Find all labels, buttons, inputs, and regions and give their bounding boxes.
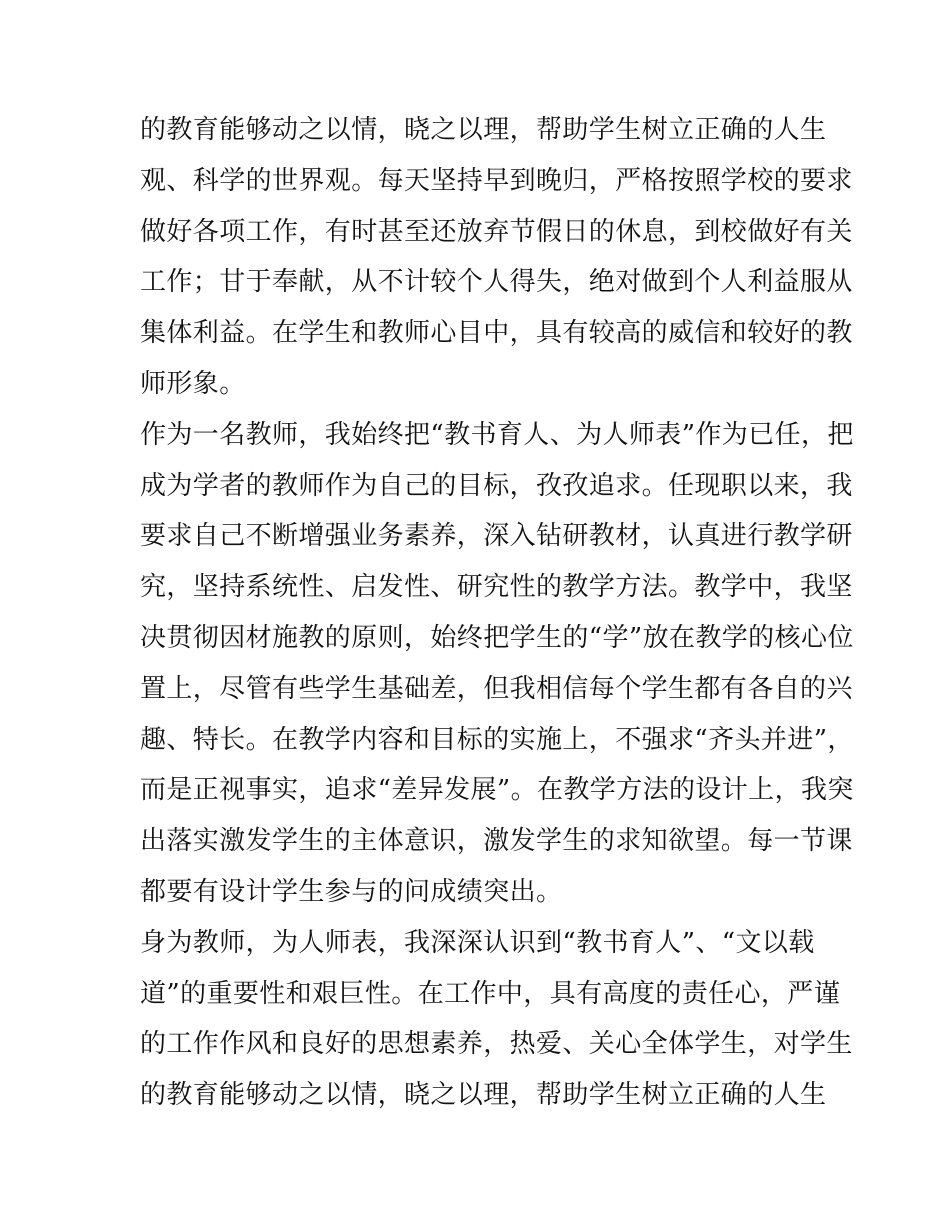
text-line: 成为学者的教师作为自己的目标，孜孜追求。任现职以来，我 [140, 471, 853, 501]
text-line: 究，坚持系统性、启发性、研究性的教学方法。教学中，我坚 [140, 572, 853, 602]
text-line: 工作；甘于奉献，从不计较个人得失，绝对做到个人利益服从 [140, 267, 853, 297]
text-line: 趣、特长。在教学内容和目标的实施上，不强求“齐头并进”， [140, 725, 854, 755]
text-line: 作为一名教师，我始终把“教书育人、为人师表”作为已任，把 [140, 420, 854, 450]
text-line: 决贯彻因材施教的原则，始终把学生的“学”放在教学的核心位 [140, 623, 854, 653]
text-line: 置上，尽管有些学生基础差，但我相信每个学生都有各自的兴 [140, 674, 853, 704]
text-line: 出落实激发学生的主体意识，激发学生的求知欲望。每一节课 [140, 826, 853, 856]
text-line: 都要有设计学生参与的问成绩突出。 [140, 877, 563, 907]
text-line: 身为教师，为人师表，我深深认识到“教书育人”、“文以载 [140, 928, 815, 958]
text-line: 观、科学的世界观。每天坚持早到晚归，严格按照学校的要求 [140, 166, 853, 196]
text-line: 而是正视事实，追求“差异发展”。在教学方法的设计上，我突 [140, 775, 854, 805]
text-line: 做好各项工作，有时甚至还放弃节假日的休息，到校做好有关 [140, 217, 853, 247]
text-line: 的工作作风和良好的思想素养，热爱、关心全体学生，对学生 [140, 1029, 853, 1059]
text-line: 要求自己不断增强业务素养，深入钻研教材，认真进行教学研 [140, 521, 853, 551]
text-line: 师形象。 [140, 369, 246, 399]
text-line: 道”的重要性和艰巨性。在工作中，具有高度的责任心，严谨 [140, 979, 841, 1009]
text-line: 集体利益。在学生和教师心目中，具有较高的威信和较好的教 [140, 318, 853, 348]
text-line: 的教育能够动之以情，晓之以理，帮助学生树立正确的人生 [140, 1080, 827, 1110]
text-line: 的教育能够动之以情，晓之以理，帮助学生树立正确的人生 [140, 115, 827, 145]
